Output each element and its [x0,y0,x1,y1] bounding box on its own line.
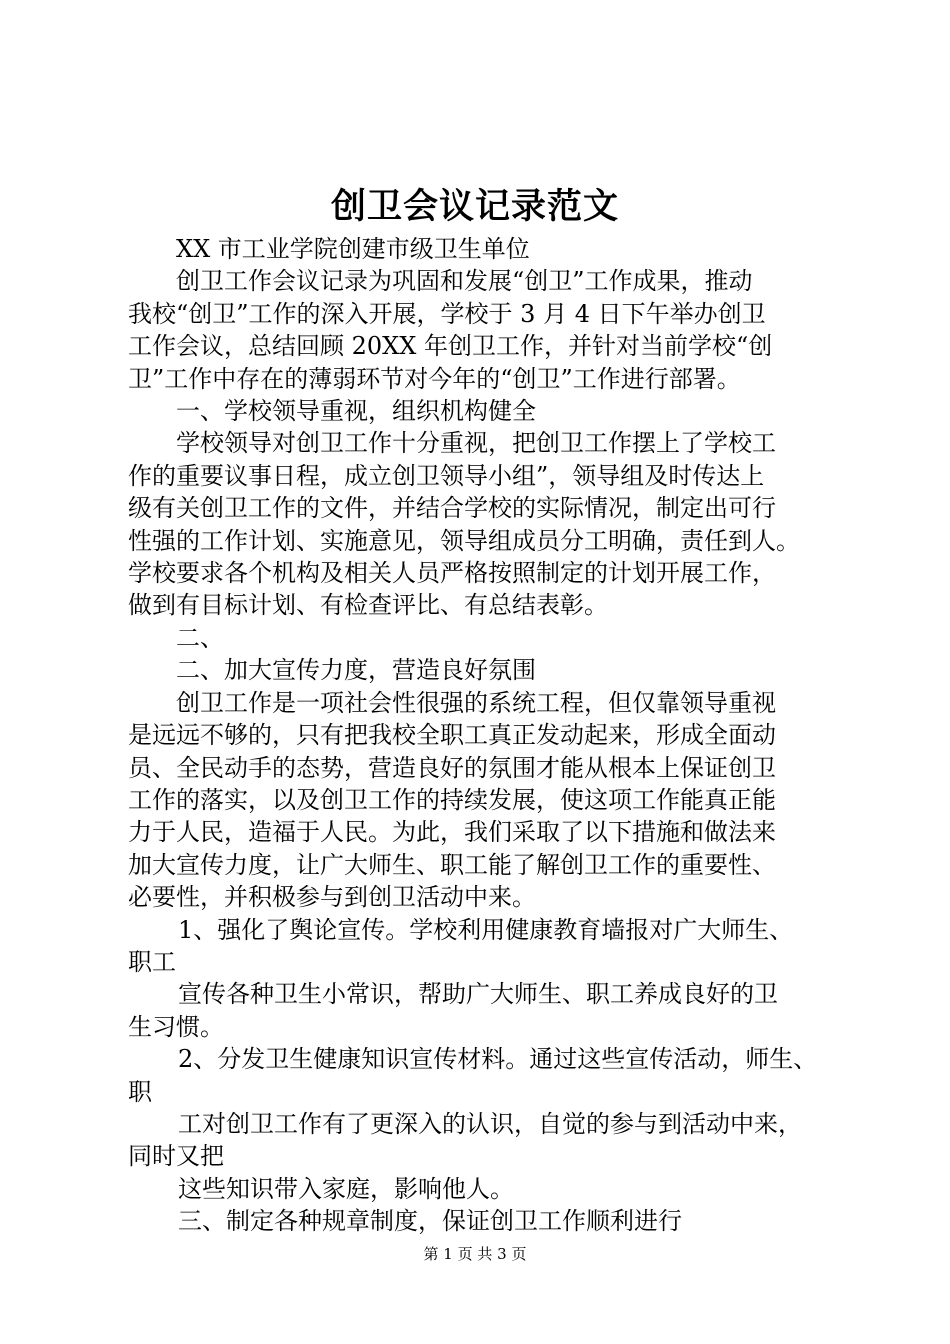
paragraph-line: 创卫工作会议记录为巩固和发展“创卫”工作成果，推动 [176,267,753,296]
paragraph-line: 工作会议，总结回顾 20XX 年创卫工作，并针对当前学校“创 [128,332,773,361]
list-item-line: 1、强化了舆论宣传。学校利用健康教育墙报对广大师生、 [178,915,794,944]
paragraph-line: 学校领导对创卫工作十分重视，把创卫工作摆上了学校工 [176,429,776,458]
paragraph-line: 工对创卫工作有了更深入的认识，自觉的参与到活动中来， [178,1109,802,1138]
paragraph-line: 这些知识带入家庭，影响他人。 [178,1174,514,1203]
paragraph-line: 职工 [128,947,176,976]
list-item-line: 2、分发卫生健康知识宣传材料。通过这些宣传活动，师生、 [178,1045,818,1074]
paragraph-line: 同时又把 [128,1142,224,1171]
paragraph-line: 作的重要议事日程，成立创卫领导小组”，领导组及时传达上 [128,461,765,490]
document-body [128,233,868,1238]
paragraph-line: 员、全民动手的态势，营造良好的氛围才能从根本上保证创卫 [128,753,776,782]
paragraph-line: 学校要求各个机构及相关人员严格按照制定的计划开展工作， [128,559,776,588]
paragraph-line: 性强的工作计划、实施意见，领导组成员分工明确，责任到人。 [128,526,800,555]
paragraph-line: 工作的落实，以及创卫工作的持续发展，使这项工作能真正能 [128,785,776,814]
paragraph-line: 卫”工作中存在的薄弱环节对今年的“创卫”工作进行部署。 [128,364,741,393]
paragraph-line: 是远远不够的，只有把我校全职工真正发动起来，形成全面动 [128,721,776,750]
subtitle-line: XX 市工业学院创建市级卫生单位 [176,235,530,263]
paragraph-line: 做到有目标计划、有检查评比、有总结表彰。 [128,591,608,620]
paragraph-line: 生习惯。 [128,1012,224,1041]
document-title: 创卫会议记录范文 [330,186,619,227]
section-heading: 一、学校领导重视，组织机构健全 [176,397,536,426]
paragraph-line: 创卫工作是一项社会性很强的系统工程，但仅靠领导重视 [176,688,776,717]
paragraph-line: 级有关创卫工作的文件，并结合学校的实际情况，制定出可行 [128,494,776,523]
paragraph-line: 职 [128,1077,152,1106]
section-heading: 二、 [176,623,224,652]
section-heading: 三、制定各种规章制度，保证创卫工作顺利进行 [178,1207,682,1236]
section-heading: 二、加大宣传力度，营造良好氛围 [176,656,536,685]
paragraph-line: 加大宣传力度，让广大师生、职工能了解创卫工作的重要性、 [128,850,776,879]
paragraph-line: 力于人民，造福于人民。为此，我们采取了以下措施和做法来 [128,818,776,847]
paragraph-line: 必要性，并积极参与到创卫活动中来。 [128,883,536,912]
paragraph-line: 我校“创卫”工作的深入开展，学校于 3 月 4 日下午举办创卫 [128,299,766,328]
page-number-footer: 第 1 页 共 3 页 [423,1245,527,1263]
paragraph-line: 宣传各种卫生小常识，帮助广大师生、职工养成良好的卫 [178,980,778,1009]
